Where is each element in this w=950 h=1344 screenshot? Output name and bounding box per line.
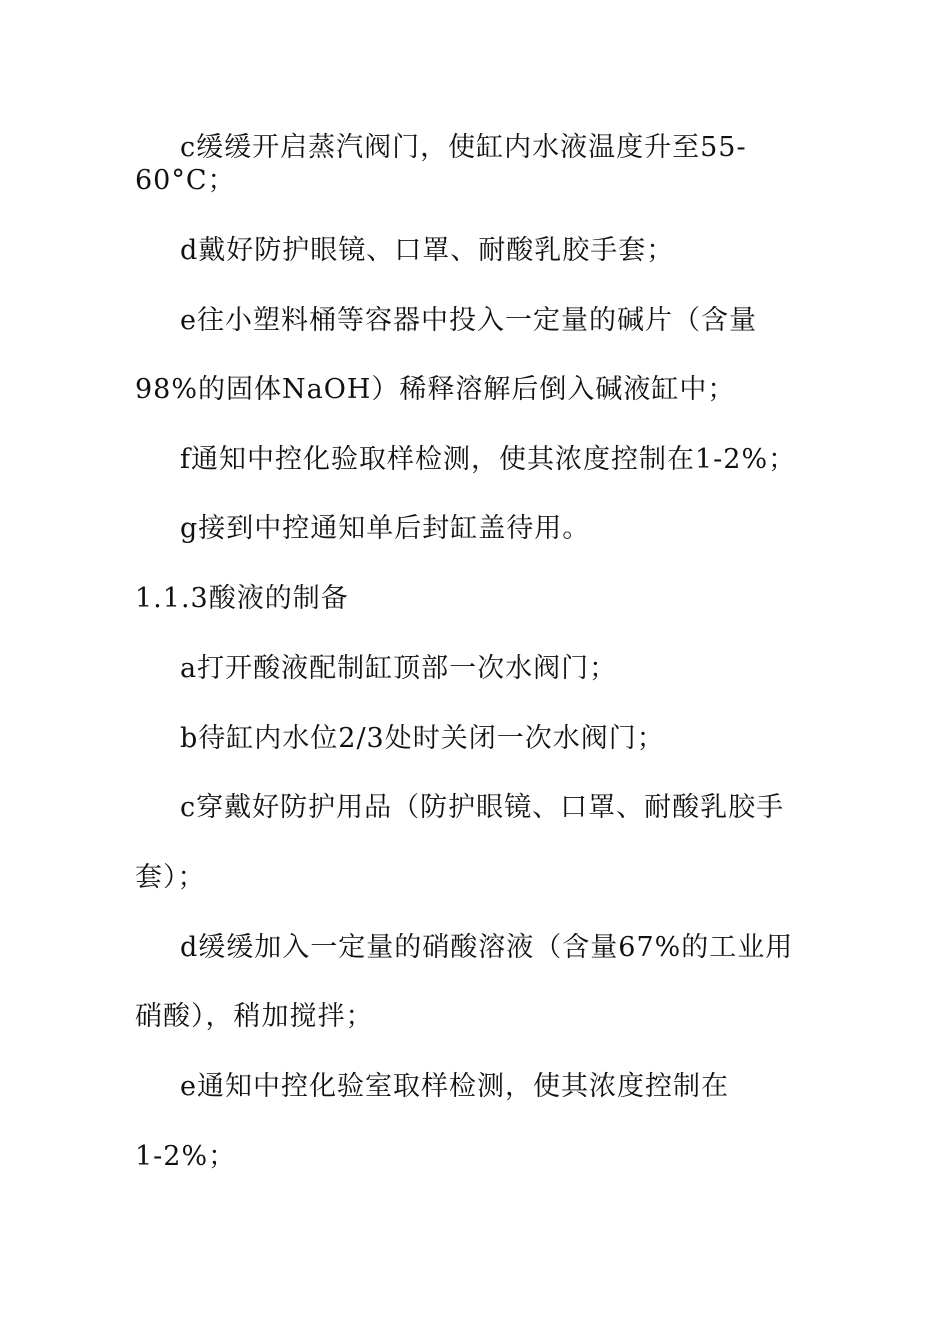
acid-step-e-line-1: e通知中控化验室取样检测，使其浓度控制在 <box>180 1071 729 1102</box>
acid-step-a-line: a打开酸液配制缸顶部一次水阀门； <box>180 653 618 684</box>
acid-step-e-line-2: 1-2%； <box>135 1141 237 1172</box>
section-heading-acid-preparation: 1.1.3酸液的制备 <box>135 583 349 614</box>
acid-step-d-line-1: d缓缓加入一定量的硝酸溶液（含量67%的工业用 <box>180 932 794 963</box>
acid-step-c-line-1: c穿戴好防护用品（防护眼镜、口罩、耐酸乳胶手 <box>180 792 785 823</box>
step-g-line: g接到中控通知单后封缸盖待用。 <box>180 513 591 544</box>
step-c-line-2: 60°C； <box>135 165 236 196</box>
step-c-line-1: c缓缓开启蒸汽阀门，使缸内水液温度升至55- <box>180 132 747 163</box>
acid-step-d-line-2: 硝酸），稍加搅拌； <box>135 1001 374 1032</box>
step-d-line: d戴好防护眼镜、口罩、耐酸乳胶手套； <box>180 235 675 266</box>
step-e-line-1: e往小塑料桶等容器中投入一定量的碱片（含量 <box>180 305 757 336</box>
acid-step-c-line-2: 套）； <box>135 862 206 893</box>
step-f-line: f通知中控化验取样检测，使其浓度控制在1-2%； <box>180 444 797 475</box>
step-e-line-2: 98%的固体NaOH）稀释溶解后倒入碱液缸中； <box>135 374 736 405</box>
acid-step-b-line: b待缸内水位2/3处时关闭一次水阀门； <box>180 723 665 754</box>
